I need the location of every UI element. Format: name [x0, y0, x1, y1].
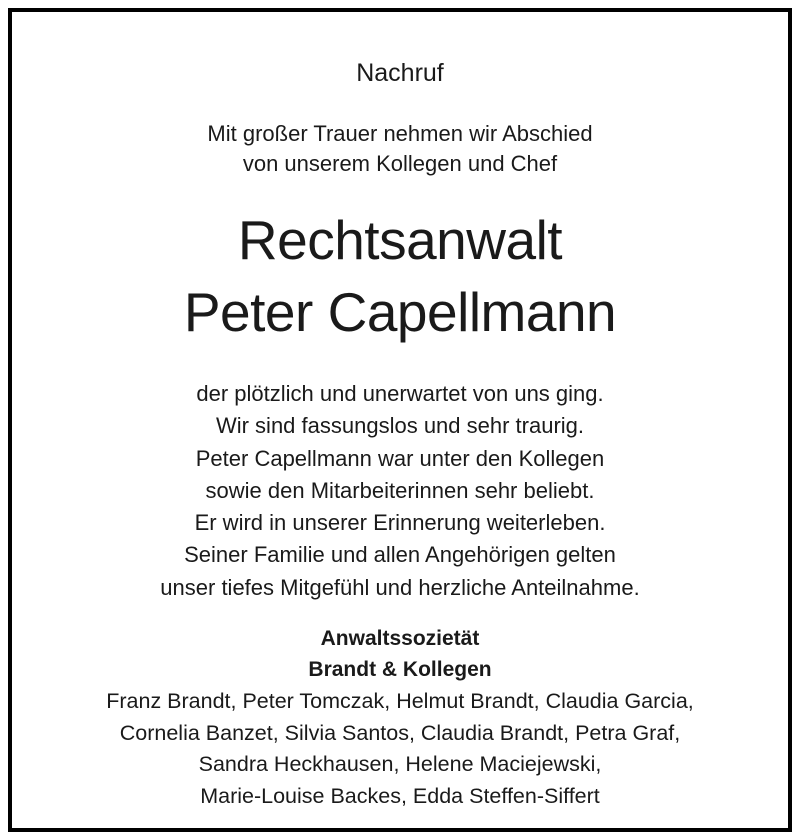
firm-title: Brandt & Kollegen	[308, 658, 492, 681]
deceased-name: Peter Capellmann	[183, 281, 617, 343]
heading-text: Nachruf	[356, 59, 444, 87]
message-line: der plötzlich und unerwartet von uns ging.	[196, 381, 604, 406]
deceased-title: Rechtsanwalt	[237, 209, 563, 271]
condolence-message	[12, 378, 788, 604]
message-line: Er wird in unserer Erinnerung weiterleben.	[194, 510, 606, 536]
staff-line: Cornelia Banzet, Silvia Santos, Claudia Brandt, Petra Graf,	[119, 720, 681, 745]
notice-heading	[12, 58, 788, 88]
message-line: Wir sind fassungslos und sehr traurig.	[215, 413, 585, 439]
staff-line: Sandra Heckhausen, Helene Maciejewski,	[198, 752, 602, 776]
intro-text	[12, 119, 788, 179]
staff-line: Marie-Louise Backes, Edda Steffen-Siffert	[200, 783, 600, 808]
obituary-notice	[8, 8, 792, 832]
message-line: Peter Capellmann war unter den Kollegen	[195, 445, 605, 471]
firm-type: Anwaltssozietät	[320, 627, 480, 650]
deceased-name-block	[12, 204, 788, 348]
message-line: sowie den Mitarbeiterinnen sehr beliebt.	[205, 477, 595, 503]
message-line: Seiner Familie und allen Angehörigen gelten	[184, 542, 616, 568]
intro-line: von unserem Kollegen und Chef	[242, 151, 558, 176]
message-line: unser tiefes Mitgefühl und herzliche Anteilnahme.	[160, 574, 640, 600]
staff-signatories	[12, 686, 788, 812]
firm-name	[12, 623, 788, 685]
intro-line: Mit großer Trauer nehmen wir Abschied	[207, 121, 593, 146]
staff-line: Franz Brandt, Peter Tomczak, Helmut Brandt, Claudia Garcia,	[106, 689, 694, 713]
